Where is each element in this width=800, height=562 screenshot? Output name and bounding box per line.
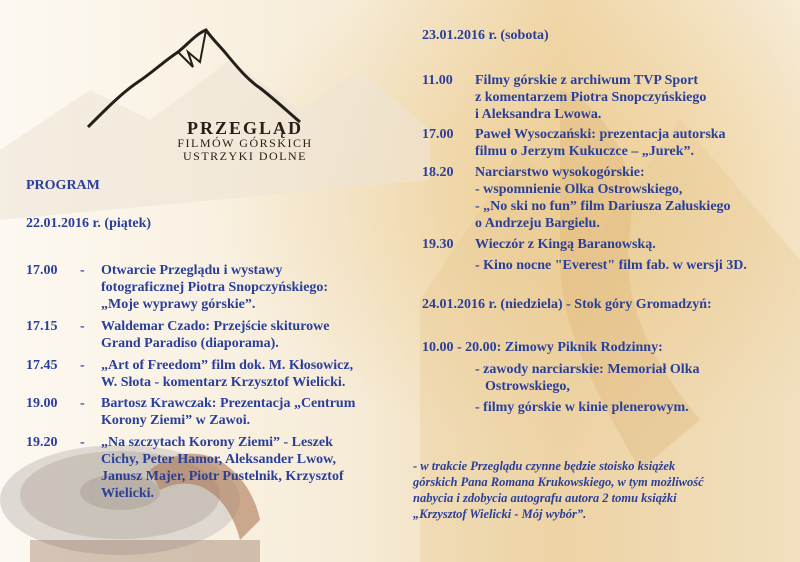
event-line: Narciarstwo wysokogórskie:: [475, 165, 645, 180]
festival-logo: [78, 22, 338, 172]
event-line: „Moje wyprawy górskie”.: [101, 297, 256, 312]
event-dash: -: [80, 358, 85, 373]
event-line: Filmy górskie z archiwum TVP Sport: [475, 73, 699, 88]
picnic-item: - filmy górskie w kinie plenerowym.: [475, 400, 689, 415]
event-line: Korony Ziemi” w Zawoi.: [101, 413, 251, 428]
day2-heading: 23.01.2016 r. (sobota): [422, 28, 549, 43]
event-time: 17.45: [26, 358, 58, 373]
event-time: 17.00: [422, 127, 454, 142]
logo-location: USTRZYKI DOLNE: [183, 149, 307, 163]
event-line: Bartosz Krawczak: Prezentacja „Centrum: [101, 396, 356, 411]
event-line: Wielicki.: [101, 486, 155, 501]
event-time: 11.00: [422, 73, 453, 88]
logo-title: PRZEGLĄD: [186, 118, 303, 138]
logo-subtitle: FILMÓW GÓRSKICH: [177, 136, 313, 150]
event-time: 17.15: [26, 319, 58, 334]
event-line: filmu o Jerzym Kukuczce – „Jurek”.: [475, 144, 695, 159]
event-time: 19.20: [26, 435, 58, 450]
picnic-main: 10.00 - 20.00: Zimowy Piknik Rodzinny:: [422, 340, 663, 355]
event-line: „Art of Freedom” film dok. M. Kłosowicz,: [101, 358, 354, 373]
event-line: Wieczór z Kingą Baranowską.: [475, 237, 656, 252]
event-line: W. Słota - komentarz Krzysztof Wielicki.: [101, 375, 346, 390]
event-line: - Kino nocne "Everest" film fab. w wersji 3D.: [475, 258, 747, 273]
note-line: - w trakcie Przeglądu czynne będzie stoisko książek: [413, 459, 676, 473]
picnic-item: - zawody narciarskie: Memoriał Olka: [475, 362, 700, 377]
event-time: 19.00: [26, 396, 58, 411]
mountain-logo-icon: [78, 22, 338, 132]
event-line: o Andrzeju Bargielu.: [475, 216, 600, 231]
note-line: „Krzysztof Wielicki - Mój wybór”.: [413, 507, 587, 521]
event-line: Otwarcie Przeglądu i wystawy: [101, 263, 283, 278]
event-line: Cichy, Peter Hamor, Aleksander Lwow,: [101, 452, 337, 467]
event-dash: -: [80, 396, 85, 411]
event-line: Janusz Majer, Piotr Pustelnik, Krzysztof: [101, 469, 344, 484]
note-line: górskich Pana Romana Krukowskiego, w tym możliwość: [413, 475, 704, 489]
event-line: Paweł Wysoczański: prezentacja autorska: [475, 127, 726, 142]
program-label: PROGRAM: [26, 178, 100, 193]
day1-heading: 22.01.2016 r. (piątek): [26, 216, 152, 231]
event-line: Waldemar Czado: Przejście skiturowe: [101, 319, 330, 334]
event-line: fotograficznej Piotra Snopczyńskiego:: [101, 280, 329, 295]
event-time: 19.30: [422, 237, 454, 252]
event-line: - wspomnienie Olka Ostrowskiego,: [475, 182, 683, 197]
day3-heading: 24.01.2016 r. (niedziela) - Stok góry Gromadzyń:: [422, 297, 712, 312]
event-line: - „No ski no fun” film Dariusza Załuskiego: [475, 199, 731, 214]
event-time: 18.20: [422, 165, 454, 180]
note-line: nabycia i zdobycia autografu autora 2 tomu książki: [413, 491, 677, 505]
event-time: 17.00: [26, 263, 58, 278]
event-line: „Na szczytach Korony Ziemi” - Leszek: [101, 435, 333, 450]
picnic-item: Ostrowskiego,: [485, 379, 570, 394]
event-dash: -: [80, 319, 85, 334]
event-dash: -: [80, 263, 85, 278]
event-line: i Aleksandra Lwowa.: [475, 107, 602, 122]
event-line: z komentarzem Piotra Snopczyńskiego: [475, 90, 707, 105]
event-line: Grand Paradiso (diaporama).: [101, 336, 279, 351]
event-dash: -: [80, 435, 85, 450]
